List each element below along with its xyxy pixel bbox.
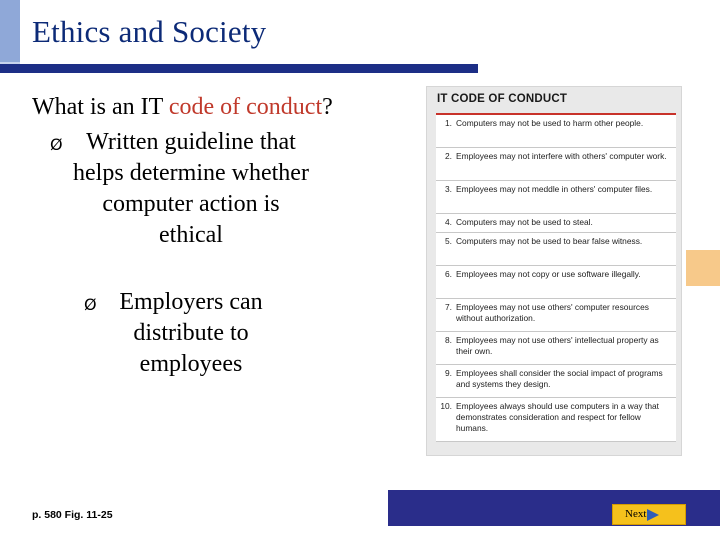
item-number: 10.: [440, 401, 452, 411]
question-heading: [32, 94, 333, 121]
question-prefix: What is an IT: [32, 94, 169, 120]
item-number: 4.: [445, 217, 452, 227]
item-number: 6.: [445, 269, 452, 279]
item-number: 1.: [445, 118, 452, 128]
item-text: Employees may not meddle in others' computer files.: [456, 184, 653, 194]
item-text: Employees may not copy or use software illegally.: [456, 269, 641, 279]
item-number: 9.: [445, 368, 452, 378]
item-number: 7.: [445, 302, 452, 312]
list-item: [436, 148, 676, 181]
slide-title: Ethics and Society: [32, 14, 267, 49]
item-text: Employees may not interfere with others' computer work.: [456, 151, 667, 161]
list-item: [436, 332, 676, 365]
list-item: [436, 233, 676, 266]
question-highlight: code of conduct: [168, 94, 323, 120]
list-item: [436, 181, 676, 214]
sub-bullet-item: Employers can distribute to employees: [119, 289, 263, 377]
bullet-item: Written guideline that helps determine whether computer action is ethical: [73, 129, 309, 248]
list-item: [436, 214, 676, 233]
question-suffix: ?: [322, 94, 333, 120]
title-underline: [0, 64, 478, 73]
item-text: Employees may not use others' intellectual property as their own.: [456, 335, 659, 356]
bullet-arrow-icon: Ø: [84, 295, 97, 314]
list-item: [436, 115, 676, 148]
list-item: [436, 299, 676, 332]
next-button[interactable]: [612, 504, 686, 525]
item-text: Employees shall consider the social impact of programs and systems they design.: [456, 368, 663, 389]
item-number: 5.: [445, 236, 452, 246]
code-of-conduct-figure: [426, 86, 682, 456]
decorative-accent: [686, 250, 720, 286]
item-text: Employees may not use others' computer resources without authorization.: [456, 302, 649, 323]
item-text: Employees always should use computers in a way that demonstrates consideration and respect for fellow humans.: [456, 401, 659, 433]
item-number: 2.: [445, 151, 452, 161]
decorative-bar: [0, 0, 20, 62]
next-button-label: Next: [625, 508, 647, 520]
item-number: 3.: [445, 184, 452, 194]
item-text: Computers may not be used to bear false witness.: [456, 236, 643, 246]
figure-reference: p. 580 Fig. 11-25: [32, 509, 113, 521]
play-arrow-icon: [647, 509, 659, 521]
list-item: [436, 266, 676, 299]
item-number: 8.: [445, 335, 452, 345]
bullet-arrow-icon: Ø: [50, 135, 63, 154]
item-text: Computers may not be used to steal.: [456, 217, 593, 227]
list-item: [436, 398, 676, 442]
figure-title: IT CODE OF CONDUCT: [437, 93, 568, 105]
figure-list: [436, 113, 676, 442]
item-text: Computers may not be used to harm other people.: [456, 118, 644, 128]
list-item: [436, 365, 676, 398]
